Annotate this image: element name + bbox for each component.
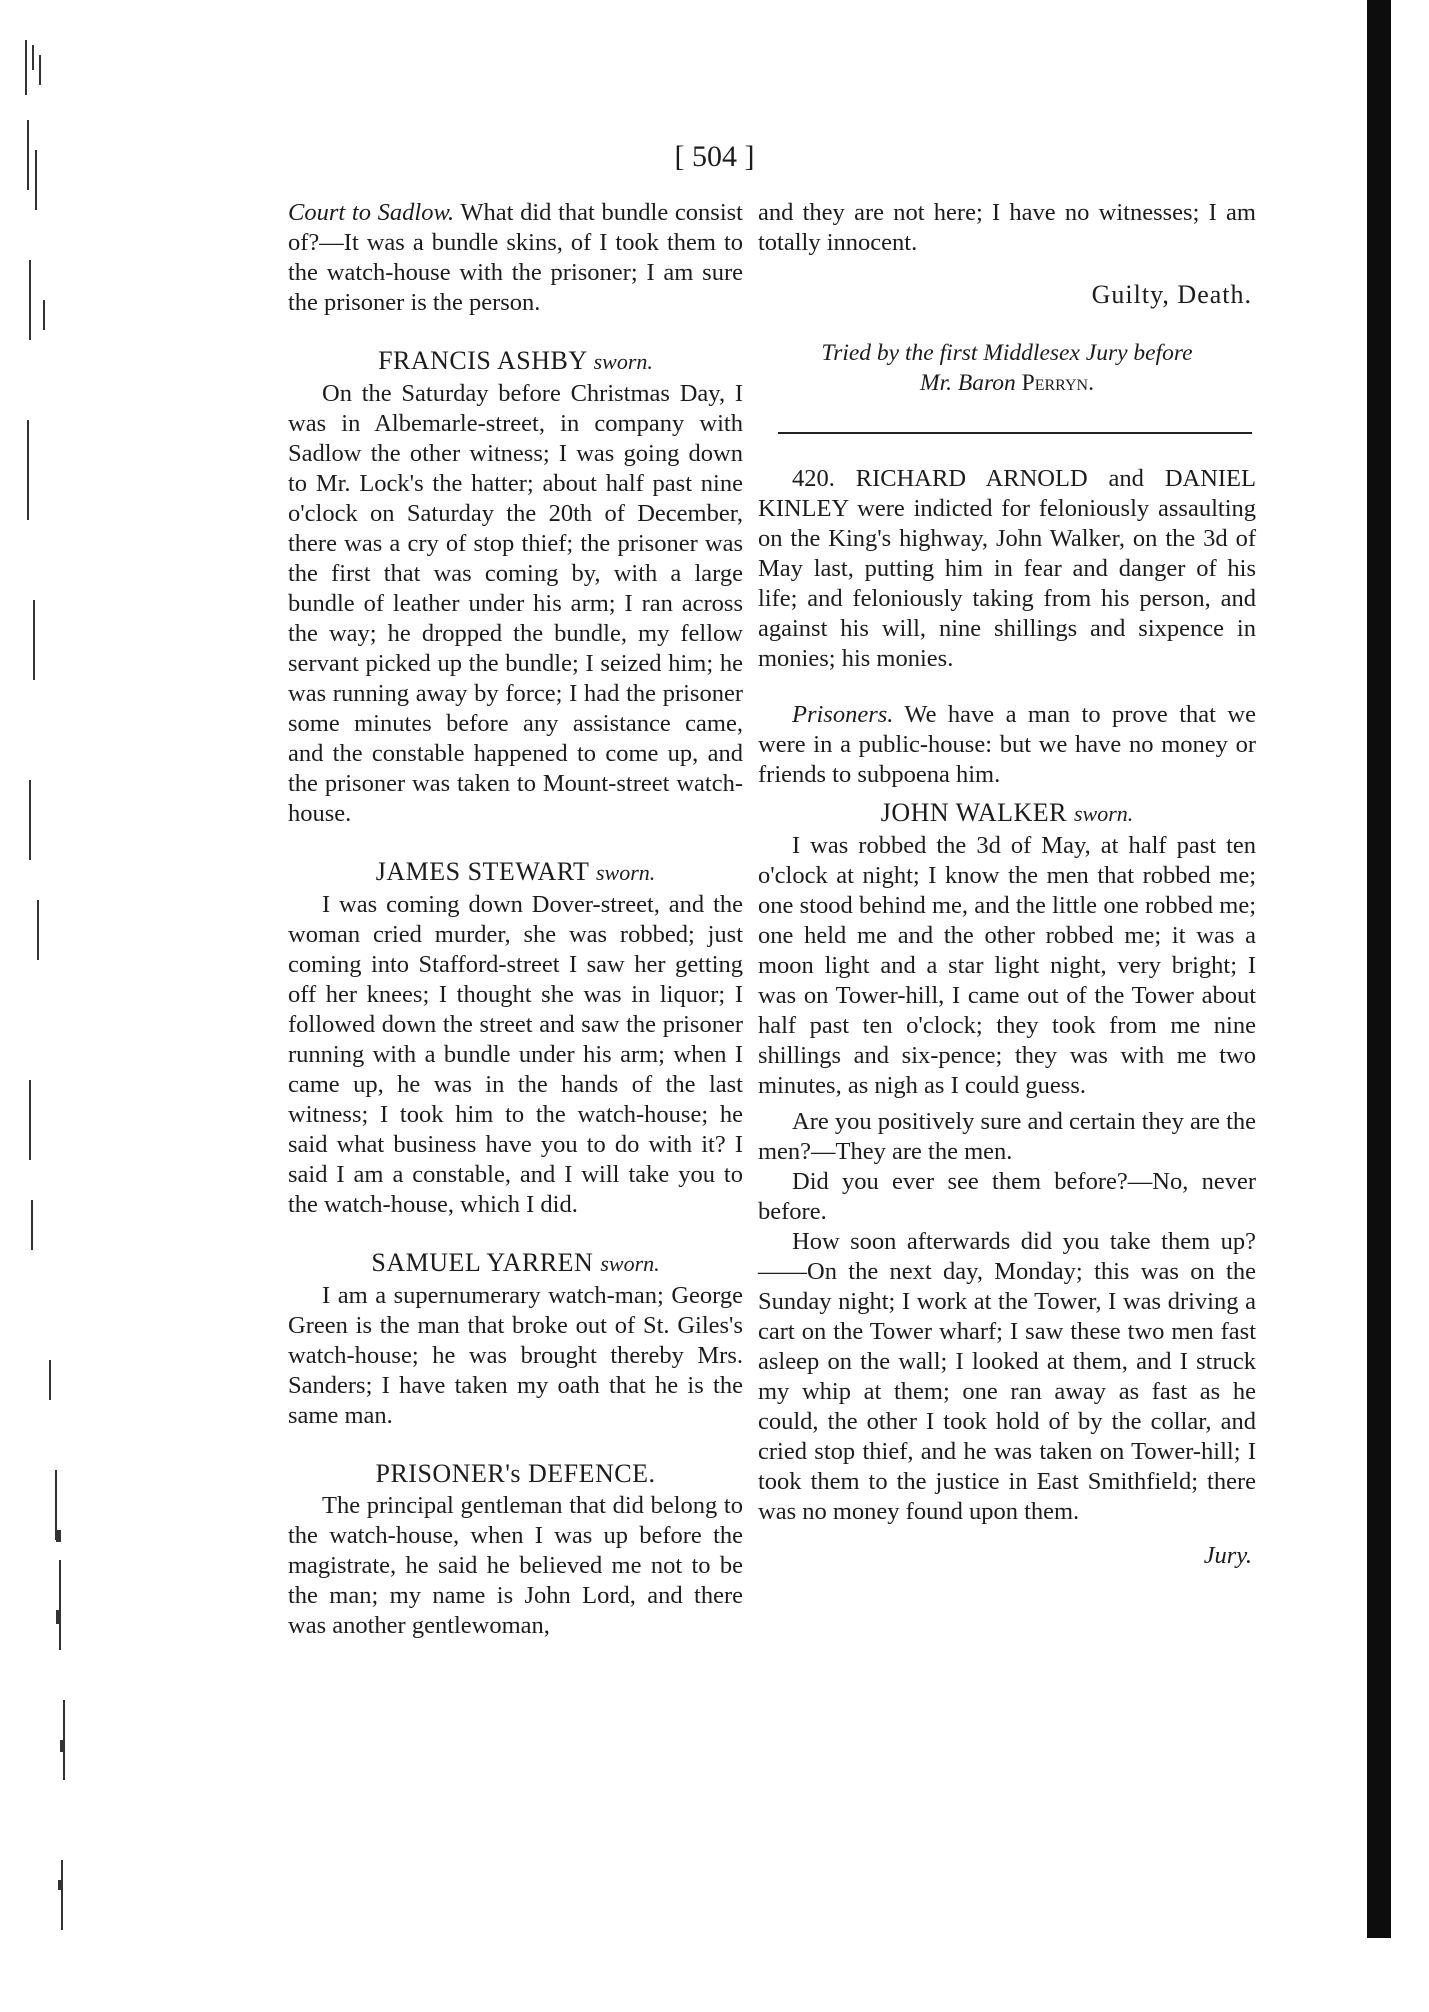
sworn-label: sworn.	[600, 1251, 660, 1276]
witness-heading-john-walker	[758, 798, 1256, 829]
page-number: [ 504 ]	[674, 140, 755, 173]
testimony-james-stewart: I was coming down Dover-street, and the woman cried murder, she was robbed; just coming into Stafford-street I saw her getting off her knees; I thought she was in liquor; I followed down the street and saw the prisoner running with a bundle under his arm; when I came up, he was in the hands of the last witness; I took him to the watch-house; he said what business have you to do with it? I said I am a constable, and I will take you to the watch-house, which I did.	[288, 891, 743, 1218]
witness-name: JAMES STEWART	[375, 857, 589, 886]
sworn-label: sworn.	[593, 349, 653, 374]
speaker-lead: Prisoners.	[792, 701, 894, 728]
continuation-text: and they are not here; I have no witnesses; I am totally innocent.	[758, 199, 1256, 256]
witness-heading-francis-ashby	[288, 346, 743, 377]
catchword: Jury.	[1203, 1542, 1252, 1569]
spacer	[758, 674, 1256, 700]
witness-name: JOHN WALKER	[880, 798, 1067, 827]
sworn-label: sworn.	[595, 860, 656, 885]
tried-line: Tried by the first Middlesex Jury before	[821, 340, 1193, 366]
opening-text: What did that bundle consist of?—It was a bundle skins, of I took them to the watch-house with the prisoner; I am sure the prisoner is the person.	[288, 199, 743, 316]
tried-note	[758, 338, 1256, 398]
prisoners-text: We have a man to prove that we were in a public-house: but we have no money or friends to subpoena him.	[758, 701, 1256, 788]
sworn-label: sworn.	[1074, 801, 1134, 826]
witness-heading-james-stewart	[288, 857, 743, 888]
witness-heading-samuel-yarren	[288, 1248, 743, 1279]
binding-edge-marks	[0, 0, 100, 2007]
opening-paragraph	[288, 198, 743, 318]
left-column	[288, 198, 743, 1641]
case-indictment: 420. RICHARD ARNOLD and DANIEL KINLEY were indicted for feloniously assaulting on the King's highway, John Walker, on the 3d of May last, putting him in fear and danger of his life; and feloniously taking from his person, and against his will, nine shillings and sixpence in monies; his monies.	[758, 465, 1256, 672]
witness-name: FRANCIS ASHBY	[378, 346, 587, 375]
prisoners-statement	[758, 700, 1256, 790]
tried-judge-name: Perryn.	[1021, 370, 1094, 396]
tried-judge-title: Mr. Baron	[920, 370, 1022, 396]
testimony-samuel-yarren: I am a supernumerary watch-man; George Green is the man that broke out of St. Giles's watch-house; he was brought thereby Mrs. Sanders; I have taken my oath that he is the same man.	[288, 1282, 743, 1429]
question-1: Are you positively sure and certain they are the men?—They are the men.	[758, 1108, 1256, 1165]
page-edge-shadow	[1367, 0, 1391, 1938]
question-3: How soon afterwards did you take them up?——On the next day, Monday; this was on the Sunday night; I work at the Tower, I was driving a cart on the Tower wharf; I saw these two men fast asleep on the wall; I looked at them, and I struck my whip at them; one ran away as fast as he could, the other I took hold of by the collar, and cried stop thief, and he was taken on Tower-hill; I took them to the justice in East Smithfield; there was no money found upon them.	[758, 1228, 1256, 1525]
speaker-lead: Court to Sadlow.	[288, 199, 455, 226]
defence-heading: PRISONER's DEFENCE.	[375, 1459, 656, 1488]
verdict: Guilty, Death.	[1091, 280, 1252, 309]
question-2: Did you ever see them before?—No, never before.	[758, 1168, 1256, 1225]
section-rule	[778, 432, 1252, 434]
testimony-john-walker: I was robbed the 3d of May, at half past ten o'clock at night; I know the men that robbed me; one stood behind me, and the little one robbed me; one held me and the other robbed me; it was a moon light and a star light night, very bright; I was on Tower-hill, I came out of the Tower about half past ten o'clock; they took from me nine shillings and six-pence; they was with me two minutes, as nigh as I could guess.	[758, 832, 1256, 1099]
right-column	[758, 198, 1256, 1571]
witness-name: SAMUEL YARREN	[371, 1248, 594, 1277]
defence-text: The principal gentleman that did belong to the watch-house, when I was up before the magistrate, he said he believed me not to be the man; my name is John Lord, and there was another gentlewoman,	[288, 1492, 743, 1639]
testimony-francis-ashby: On the Saturday before Christmas Day, I was in Albemarle-street, in company with Sadlow the other witness; I was going down to Mr. Lock's the hatter; about half past nine o'clock on Saturday the 20th of December, there was a cry of stop thief; the prisoner was the first that was coming by, with a large bundle of leather under his arm; I ran across the way; he dropped the bundle, my fellow servant picked up the bundle; I seized him; he was running away by force; I had the prisoner some minutes before any assistance came, and the constable happened to come up, and the prisoner was taken to Mount-street watch-house.	[288, 380, 743, 827]
